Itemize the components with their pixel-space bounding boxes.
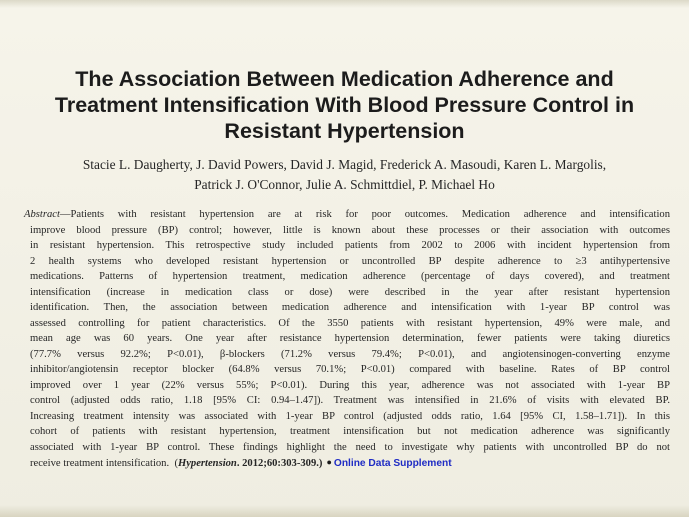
abstract-line: improve blood pressure (BP) control; however, little is known about these processes or their association with outcomes [30,224,670,236]
paper-title [30,66,659,144]
citation-journal: Hypertension [177,458,237,469]
abstract-line: intensification (increase in medication class or dose) were described in the year after resistant hypertension [30,286,670,298]
abstract-separator: — [59,209,71,220]
top-shadow [0,0,689,8]
abstract-line: mean age was 60 years. One year after resistance hypertension determination, fewer patients were taking diuretics [30,333,670,344]
online-data-supplement-link[interactable]: Online Data Supplement [333,458,452,469]
bottom-shadow [0,505,689,517]
author-line: Stacie L. Daugherty, J. David Powers, David J. Magid, Frederick A. Masoudi, Karen L. Margolis, [82,157,607,172]
abstract-line: inhibitor/angiotensin receptor blocker (64.8% versus 70.1%; P<0.01) compared with baseline. Rates of BP control [30,364,670,375]
abstract-line: (77.7% versus 92.2%; P<0.01), β-blockers (71.2% versus 79.4%; P<0.01), and angiotensinogen-converting enzyme [30,348,670,360]
citation-details: . 2012;60:303-309.) [236,458,323,469]
abstract-line: improved over 1 year (22% versus 55%; P<0.01). During this year, adherence was not associated with 1-year BP [30,379,670,391]
citation-open: ( [174,458,178,469]
citation [174,458,322,469]
abstract-line: cohort of patients with resistant hypertension, treatment intensification but not medication adherence was significantly [30,426,670,437]
author-line: Patrick J. O'Connor, Julie A. Schmittdiel, P. Michael Ho [194,177,495,192]
abstract-line: identification. Then, the association between medication adherence and intensification with 1-year BP control was [30,302,670,313]
title-line: Treatment Intensification With Blood Pressure Control in [54,93,635,117]
abstract-text: receive treatment intensification. [30,458,170,469]
abstract-line [24,207,670,223]
abstract-line: Increasing treatment intensity was associated with 1-year BP control (adjusted odds ratio, 1.64 [95% CI, 1.58–1.71]). In this [30,410,670,422]
bullet-icon: ● [326,457,332,467]
abstract-line: assessed controlling for patient characteristics. Of the 3550 patients with resistant hypertension, 49% were male, and [30,317,670,329]
abstract-line: 2 health systems who developed resistant hypertension or uncontrolled BP despite adherence to ≥3 antihypertensive [30,255,670,267]
abstract [24,207,670,472]
author-list [20,155,669,195]
title-line: The Association Between Medication Adherence and [75,67,614,91]
abstract-label: Abstract [24,209,60,220]
abstract-text: Patients with resistant hypertension are at risk for poor outcomes. Medication adherence and intensification [70,209,670,220]
abstract-line: medications. Patterns of hypertension treatment, medication adherence (percentage of days covered), and treatment [30,271,670,282]
abstract-line: in resistant hypertension. This retrospective study included patients from 2002 to 2006 with incident hypertension from [30,240,670,251]
abstract-line [30,455,670,472]
abstract-line: control (adjusted odds ratio, 1.18 [95% CI: 0.94–1.47]). Treatment was intensified in 21.6% of visits with elevated BP. [30,395,670,406]
title-line: Resistant Hypertension [224,119,465,143]
abstract-line: associated with 1-year BP control. These findings highlight the need to investigate why patients with uncontrolled BP do not [30,441,670,453]
